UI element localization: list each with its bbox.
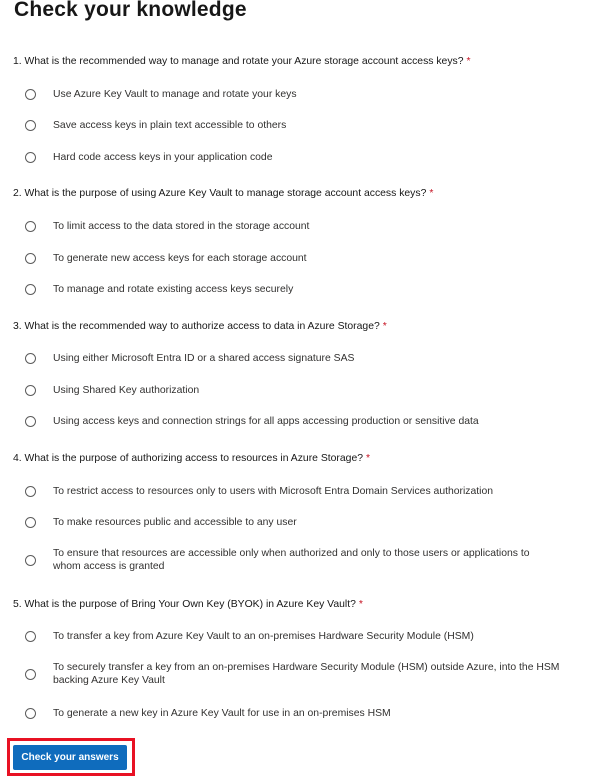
check-answers-button[interactable]: Check your answers bbox=[13, 745, 127, 770]
question-3-label: 3. What is the recommended way to authorize access to data in Azure Storage? * bbox=[13, 321, 387, 332]
option-label: Save access keys in plain text accessible to others bbox=[53, 120, 287, 131]
radio-button[interactable] bbox=[25, 284, 36, 295]
question-4-label: 4. What is the purpose of authorizing access to resources in Azure Storage? * bbox=[13, 453, 371, 464]
radio-button[interactable] bbox=[25, 416, 36, 427]
option-label: To securely transfer a key from an on-premises Hardware Security Module (HSM) outside Azure, into the HSM backing Azure Key Vault bbox=[53, 662, 560, 686]
radio-button[interactable] bbox=[25, 152, 36, 163]
question-5-option-2[interactable] bbox=[25, 661, 560, 687]
radio-button[interactable] bbox=[25, 221, 36, 232]
question-2-option-1[interactable] bbox=[25, 220, 560, 233]
question-4-option-1[interactable] bbox=[25, 485, 560, 498]
radio-button[interactable] bbox=[25, 353, 36, 364]
question-5-option-1[interactable] bbox=[25, 630, 560, 643]
radio-button[interactable] bbox=[25, 631, 36, 642]
radio-button[interactable] bbox=[25, 253, 36, 264]
option-label: To manage and rotate existing access keys securely bbox=[53, 284, 294, 295]
required-marker: * bbox=[382, 321, 387, 332]
radio-button[interactable] bbox=[25, 708, 36, 719]
option-label: Hard code access keys in your application code bbox=[53, 152, 273, 163]
question-3-option-2[interactable] bbox=[25, 384, 560, 397]
question-5-label: 5. What is the purpose of Bring Your Own Key (BYOK) in Azure Key Vault? * bbox=[13, 599, 363, 610]
radio-button[interactable] bbox=[25, 120, 36, 131]
option-label: Using Shared Key authorization bbox=[53, 385, 200, 396]
radio-button[interactable] bbox=[25, 385, 36, 396]
required-marker: * bbox=[466, 56, 471, 67]
question-4-option-3[interactable] bbox=[25, 547, 560, 573]
question-1-option-3[interactable] bbox=[25, 151, 560, 164]
question-1-label: 1. What is the recommended way to manage and rotate your Azure storage account access keys? * bbox=[13, 56, 471, 67]
required-marker: * bbox=[358, 599, 363, 610]
question-2-option-2[interactable] bbox=[25, 252, 560, 265]
question-2-label: 2. What is the purpose of using Azure Key Vault to manage storage account access keys? * bbox=[13, 188, 434, 199]
option-label: To limit access to the data stored in the storage account bbox=[53, 221, 310, 232]
option-label: Using access keys and connection strings for all apps accessing production or sensitive data bbox=[53, 416, 479, 427]
question-3-option-3[interactable] bbox=[25, 415, 560, 428]
option-label: To transfer a key from Azure Key Vault to an on-premises Hardware Security Module (HSM) bbox=[53, 631, 474, 642]
question-3-option-1[interactable] bbox=[25, 352, 560, 365]
question-5-option-3[interactable] bbox=[25, 707, 560, 720]
option-label: Using either Microsoft Entra ID or a shared access signature SAS bbox=[53, 353, 355, 364]
option-label: To generate new access keys for each storage account bbox=[53, 253, 307, 264]
question-2-option-3[interactable] bbox=[25, 283, 560, 296]
page-title: Check your knowledge bbox=[14, 0, 247, 21]
option-label: To restrict access to resources only to users with Microsoft Entra Domain Services authorization bbox=[53, 486, 494, 497]
question-1-option-1[interactable] bbox=[25, 88, 560, 101]
question-1-option-2[interactable] bbox=[25, 119, 560, 132]
required-marker: * bbox=[366, 453, 371, 464]
radio-button[interactable] bbox=[25, 517, 36, 528]
radio-button[interactable] bbox=[25, 555, 36, 566]
option-label: To ensure that resources are accessible only when authorized and only to those users or applications to whom access is granted bbox=[53, 548, 530, 572]
radio-button[interactable] bbox=[25, 669, 36, 680]
question-4-option-2[interactable] bbox=[25, 516, 560, 529]
radio-button[interactable] bbox=[25, 486, 36, 497]
option-label: Use Azure Key Vault to manage and rotate your keys bbox=[53, 89, 297, 100]
option-label: To make resources public and accessible to any user bbox=[53, 517, 297, 528]
required-marker: * bbox=[429, 188, 434, 199]
radio-button[interactable] bbox=[25, 89, 36, 100]
option-label: To generate a new key in Azure Key Vault for use in an on-premises HSM bbox=[53, 708, 391, 719]
